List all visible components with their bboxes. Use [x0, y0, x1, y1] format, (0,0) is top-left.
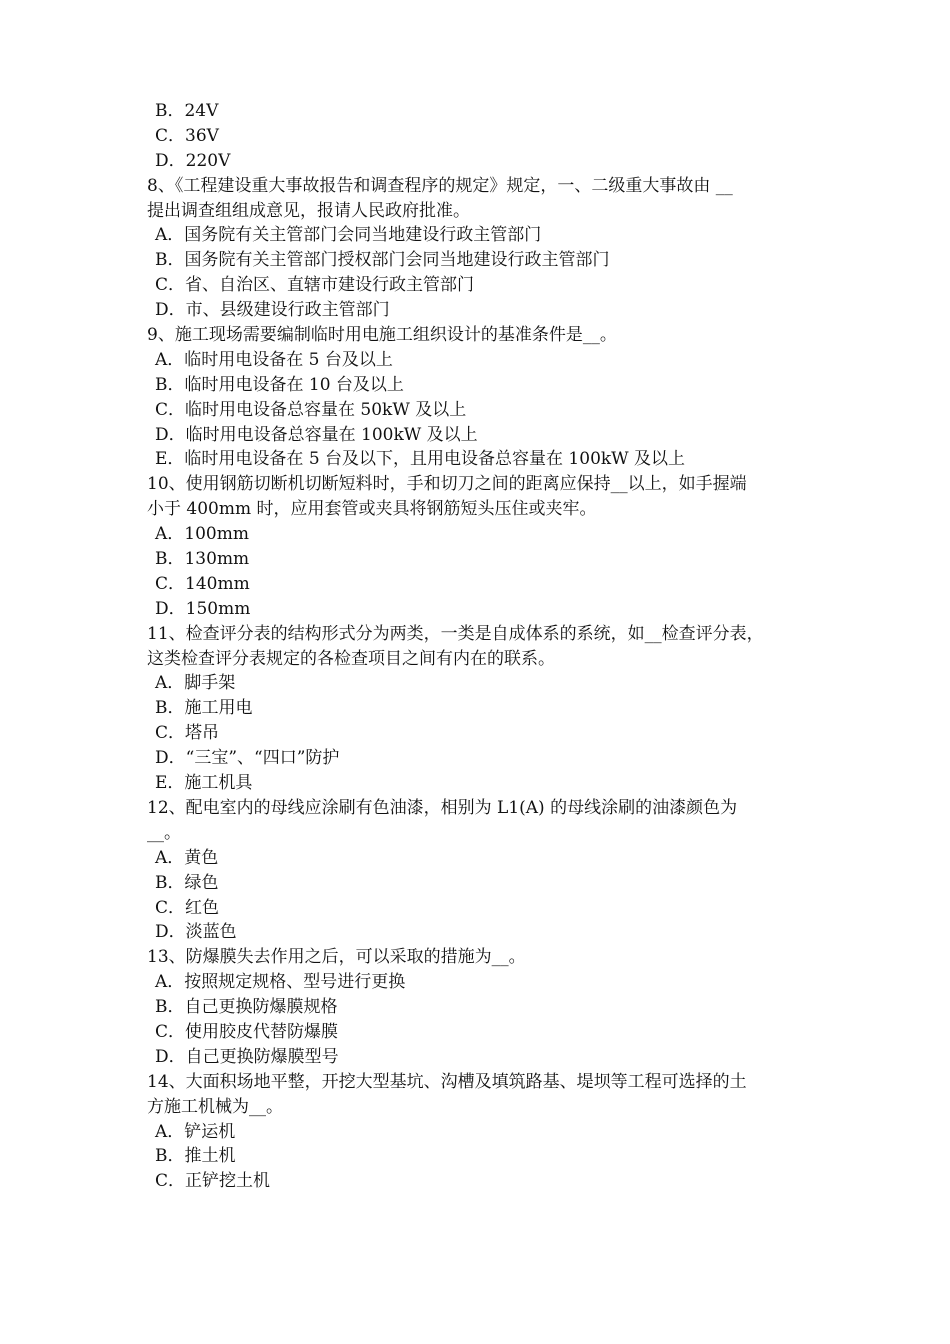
answer-option: B．自己更换防爆膜规格 — [155, 997, 338, 1018]
answer-option: C．临时用电设备总容量在 50kW 及以上 — [155, 399, 467, 420]
document-body — [147, 99, 819, 1194]
answer-option: B．130mm — [155, 549, 250, 570]
question-text: 10、使用钢筋切断机切断短料时，手和切刀之间的距离应保持__以上，如手握端 — [147, 474, 747, 495]
answer-option: B．推土机 — [155, 1146, 236, 1167]
answer-option: A．黄色 — [155, 847, 219, 868]
question-text: 提出调查组组成意见，报请人民政府批准。 — [147, 200, 470, 221]
answer-option: B．临时用电设备在 10 台及以上 — [155, 374, 404, 395]
question-text: 8、《工程建设重大事故报告和调查程序的规定》规定，一、二级重大事故由 __ — [147, 175, 733, 196]
answer-option: D．淡蓝色 — [155, 922, 237, 943]
question-text: 14、大面积场地平整，开挖大型基坑、沟槽及填筑路基、堤坝等工程可选择的土 — [147, 1071, 747, 1092]
question-text: 12、配电室内的母线应涂刷有色油漆，相别为 L1(A) 的母线涂刷的油漆颜色为 — [147, 797, 738, 818]
answer-option: C．使用胶皮代替防爆膜 — [155, 1021, 339, 1042]
answer-option: A．脚手架 — [155, 673, 236, 694]
answer-option: C．140mm — [155, 573, 250, 594]
answer-option: B．绿色 — [155, 872, 219, 893]
answer-option: A．临时用电设备在 5 台及以上 — [155, 349, 393, 370]
answer-option: D．自己更换防爆膜型号 — [155, 1046, 339, 1067]
answer-option: B．施工用电 — [155, 698, 253, 719]
answer-option: C．塔吊 — [155, 723, 220, 744]
answer-option: D．“三宝”、“四口”防护 — [155, 748, 340, 769]
answer-option: E．临时用电设备在 5 台及以下，且用电设备总容量在 100kW 及以上 — [155, 449, 686, 470]
question-text: 13、防爆膜失去作用之后，可以采取的措施为__。 — [147, 947, 526, 968]
answer-option: B．24V — [155, 101, 219, 121]
answer-option: E．施工机具 — [155, 773, 253, 794]
answer-option: A．100mm — [155, 524, 249, 545]
answer-option: B．国务院有关主管部门授权部门会同当地建设行政主管部门 — [155, 250, 610, 271]
question-text: 9、施工现场需要编制临时用电施工组织设计的基准条件是__。 — [147, 325, 617, 346]
answer-option: A．铲运机 — [155, 1121, 236, 1142]
answer-option: D．150mm — [155, 598, 251, 619]
answer-option: C．36V — [155, 125, 219, 146]
question-text: 小于 400mm 时，应用套管或夹具将钢筋短头压住或夹牢。 — [147, 499, 597, 520]
question-text: 方施工机械为__。 — [147, 1096, 283, 1117]
answer-option: C．正铲挖土机 — [155, 1171, 271, 1192]
answer-option: D．220V — [155, 150, 231, 171]
question-text: 这类检查评分表规定的各检查项目之间有内在的联系。 — [147, 648, 555, 669]
answer-option: C．红色 — [155, 897, 220, 918]
question-text: __。 — [147, 822, 181, 843]
answer-option: D．临时用电设备总容量在 100kW 及以上 — [155, 424, 478, 445]
answer-option: A．按照规定规格、型号进行更换 — [155, 972, 406, 993]
answer-option: D．市、县级建设行政主管部门 — [155, 300, 390, 321]
question-text: 11、检查评分表的结构形式分为两类，一类是自成体系的系统，如__检查评分表， — [147, 623, 764, 644]
answer-option: A．国务院有关主管部门会同当地建设行政主管部门 — [155, 225, 542, 246]
answer-option: C．省、自治区、直辖市建设行政主管部门 — [155, 275, 475, 296]
